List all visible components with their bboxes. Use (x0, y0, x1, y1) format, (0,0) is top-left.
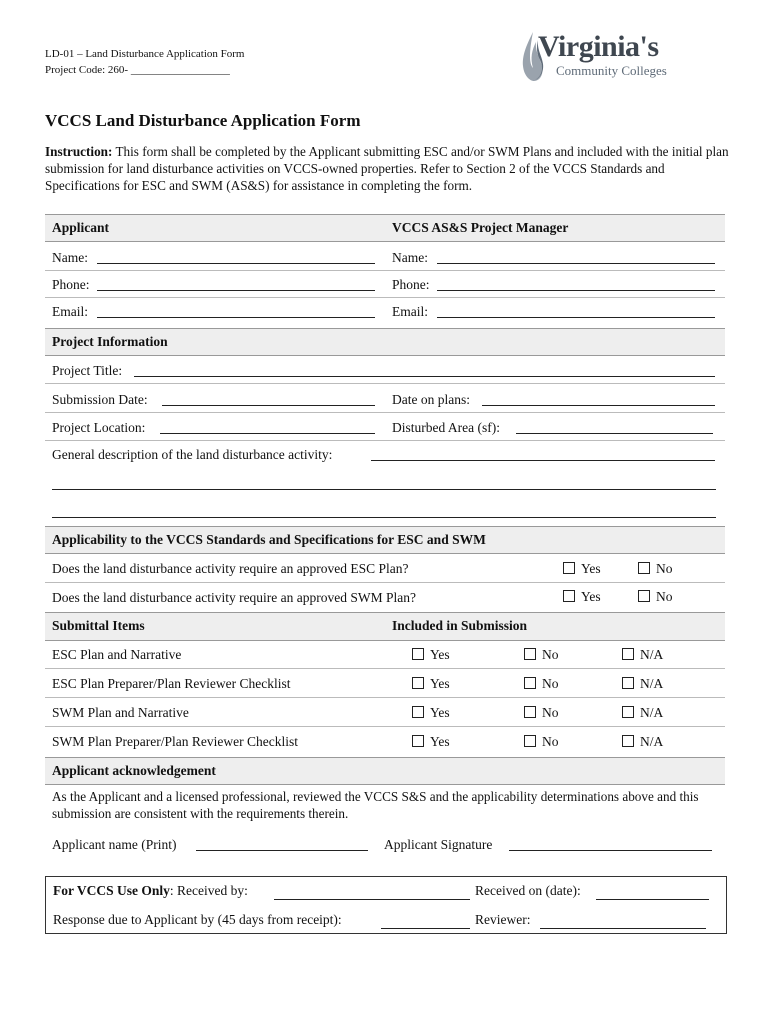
divider (45, 726, 725, 727)
divider (45, 440, 725, 441)
received-on-label: Received on (date): (475, 883, 581, 898)
manager-email-field[interactable] (437, 304, 715, 318)
manager-phone-label: Phone: (392, 277, 430, 292)
yes-label: Yes (430, 705, 450, 720)
applicability-header (45, 526, 725, 554)
logo-subtitle: Community Colleges (556, 63, 667, 78)
acknowledgement-header (45, 757, 725, 785)
submission-date-field[interactable] (162, 392, 375, 406)
no-label: No (656, 561, 673, 576)
checkbox[interactable] (622, 648, 634, 660)
checkbox[interactable] (412, 706, 424, 718)
no-label: No (656, 589, 673, 604)
disturbed-area-field[interactable] (516, 420, 713, 434)
description-label: General description of the land disturbance activity: (52, 447, 333, 462)
checkbox[interactable] (563, 562, 575, 574)
swm-yes-option[interactable] (563, 589, 601, 605)
manager-email-label: Email: (392, 304, 428, 319)
received-row (53, 883, 248, 899)
item4-na[interactable] (622, 734, 663, 750)
form-id: LD-01 – Land Disturbance Application Form (45, 48, 245, 60)
na-label: N/A (640, 676, 664, 691)
description-line-2[interactable] (52, 489, 716, 490)
esc-yes-option[interactable] (563, 561, 601, 577)
na-label: N/A (640, 734, 664, 749)
project-info-title: Project Information (52, 334, 168, 349)
divider (45, 582, 725, 583)
checkbox[interactable] (524, 735, 536, 747)
description-line-3[interactable] (52, 517, 716, 518)
item4-no[interactable] (524, 734, 559, 750)
contacts-header (45, 214, 725, 242)
instruction-label: Instruction: (45, 144, 113, 159)
signature-label: Applicant Signature (384, 837, 493, 852)
checkbox[interactable] (524, 648, 536, 660)
yes-label: Yes (581, 589, 601, 604)
description-field[interactable] (371, 447, 715, 461)
checkbox[interactable] (524, 677, 536, 689)
item2-no[interactable] (524, 676, 559, 692)
checkbox[interactable] (563, 590, 575, 602)
divider (45, 697, 725, 698)
checkbox[interactable] (412, 648, 424, 660)
esc-question-label: Does the land disturbance activity require an approved ESC Plan? (52, 561, 409, 576)
logo-name: Virginia's (538, 30, 659, 63)
item1-yes[interactable] (412, 647, 450, 663)
response-due-label: Response due to Applicant by (45 days from receipt): (53, 912, 342, 927)
applicant-email-field[interactable] (97, 304, 375, 318)
applicant-phone-field[interactable] (97, 277, 375, 291)
applicant-name-label: Name: (52, 250, 88, 265)
yes-label: Yes (430, 647, 450, 662)
item1-na[interactable] (622, 647, 663, 663)
project-code: Project Code: 260- __________________ (45, 64, 230, 76)
checkbox[interactable] (524, 706, 536, 718)
yes-label: Yes (581, 561, 601, 576)
project-location-field[interactable] (160, 420, 375, 434)
divider (45, 270, 725, 271)
checkbox[interactable] (412, 677, 424, 689)
checkbox[interactable] (638, 562, 650, 574)
submittal-item-label: ESC Plan and Narrative (52, 647, 182, 662)
instruction-text (45, 143, 735, 194)
submittal-title: Submittal Items (52, 618, 145, 633)
item3-no[interactable] (524, 705, 559, 721)
submittal-item-label: SWM Plan and Narrative (52, 705, 189, 720)
included-title: Included in Submission (392, 618, 528, 633)
divider (45, 668, 725, 669)
manager-phone-field[interactable] (437, 277, 715, 291)
swm-question-label: Does the land disturbance activity require an approved SWM Plan? (52, 590, 417, 605)
item2-na[interactable] (622, 676, 663, 692)
signature-field[interactable] (509, 837, 712, 851)
no-label: No (542, 676, 559, 691)
name-print-field[interactable] (196, 837, 368, 851)
reviewer-label: Reviewer: (475, 912, 531, 927)
applicability-title: Applicability to the VCCS Standards and Specifications for ESC and SWM (52, 532, 486, 547)
na-label: N/A (640, 647, 664, 662)
item3-na[interactable] (622, 705, 663, 721)
applicant-email-label: Email: (52, 304, 88, 319)
swm-no-option[interactable] (638, 589, 673, 605)
vccs-logo (518, 30, 668, 82)
no-label: No (542, 734, 559, 749)
applicant-phone-label: Phone: (52, 277, 90, 292)
item4-yes[interactable] (412, 734, 450, 750)
received-on-field[interactable] (596, 886, 709, 900)
response-due-field[interactable] (381, 915, 470, 929)
office-use-label: For VCCS Use Only (53, 883, 170, 898)
item1-no[interactable] (524, 647, 559, 663)
submission-date-label: Submission Date: (52, 392, 148, 407)
disturbed-area-label: Disturbed Area (sf): (392, 420, 500, 435)
applicant-name-field[interactable] (97, 250, 375, 264)
applicant-header: Applicant (52, 220, 110, 235)
submittal-item-label: SWM Plan Preparer/Plan Reviewer Checklist (52, 734, 298, 749)
manager-name-label: Name: (392, 250, 428, 265)
item2-yes[interactable] (412, 676, 450, 692)
no-label: No (542, 647, 559, 662)
checkbox[interactable] (638, 590, 650, 602)
project-title-label: Project Title: (52, 363, 123, 378)
received-by-label: : Received by: (169, 883, 248, 898)
yes-label: Yes (430, 676, 450, 691)
item3-yes[interactable] (412, 705, 450, 721)
instruction-body: This form shall be completed by the Applicant submitting ESC and/or SWM Plans and included with the initial plan submission for land disturbance activities on VCCS-owned properties. Refer to Section 2 of the VCCS Standards and Specifications for ESC and SWM (AS&S) for assistance in completing the form. (45, 144, 729, 193)
submittal-header (45, 612, 725, 641)
acknowledgement-title: Applicant acknowledgement (52, 763, 216, 778)
yes-label: Yes (430, 734, 450, 749)
project-info-header (45, 328, 725, 356)
reviewer-field[interactable] (540, 915, 706, 929)
name-print-label: Applicant name (Print) (52, 837, 177, 852)
checkbox[interactable] (622, 677, 634, 689)
checkbox[interactable] (412, 735, 424, 747)
page-title: VCCS Land Disturbance Application Form (45, 111, 361, 130)
na-label: N/A (640, 705, 664, 720)
checkbox[interactable] (622, 706, 634, 718)
checkbox[interactable] (622, 735, 634, 747)
divider (45, 412, 725, 413)
submittal-item-label: ESC Plan Preparer/Plan Reviewer Checklist (52, 676, 291, 691)
divider (45, 297, 725, 298)
date-on-plans-field[interactable] (482, 392, 715, 406)
office-use-box (45, 876, 727, 934)
project-location-label: Project Location: (52, 420, 146, 435)
esc-no-option[interactable] (638, 561, 673, 577)
project-title-field[interactable] (134, 363, 715, 377)
divider (45, 383, 725, 384)
manager-header: VCCS AS&S Project Manager (392, 220, 569, 235)
received-by-field[interactable] (274, 886, 470, 900)
no-label: No (542, 705, 559, 720)
acknowledgement-text: As the Applicant and a licensed professional, reviewed the VCCS S&S and the applicability determinations above and this submission are consistent with the requirements therein. (52, 789, 699, 821)
manager-name-field[interactable] (437, 250, 715, 264)
date-on-plans-label: Date on plans: (392, 392, 470, 407)
